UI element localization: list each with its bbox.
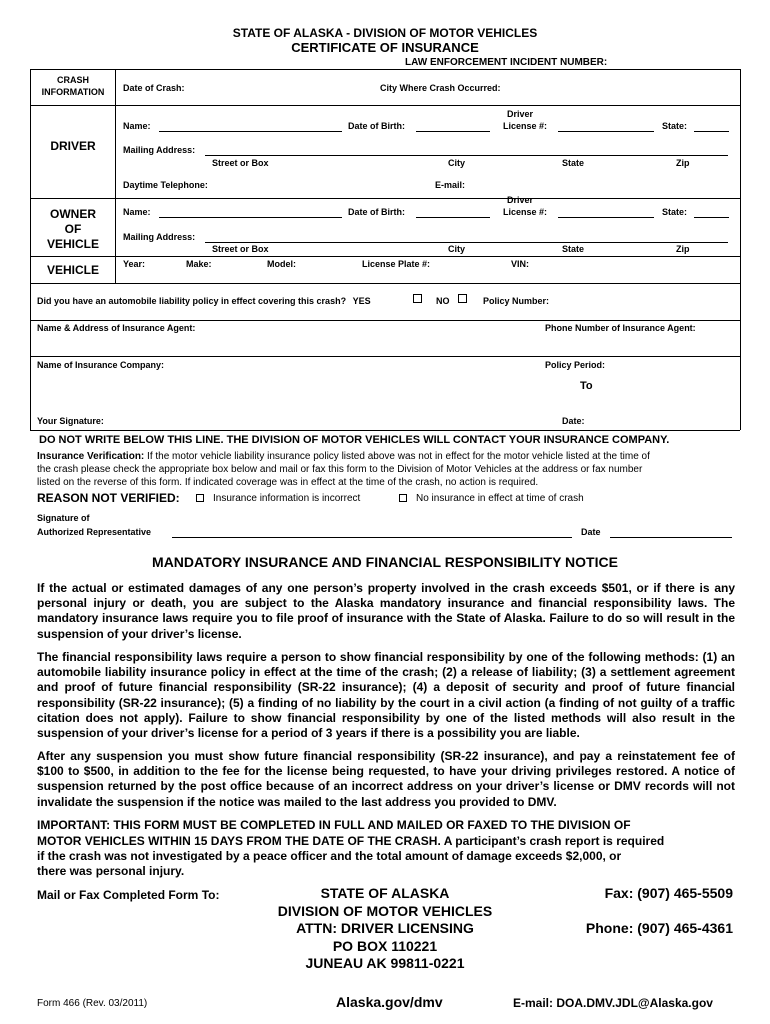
owner-name-label: Name: <box>123 207 151 217</box>
driver-state-line[interactable] <box>694 131 729 132</box>
mailing-address <box>240 885 530 973</box>
fax-number: Fax: (907) 465-5509 <box>604 885 733 901</box>
verification-line2: the crash please check the appropriate box below and mail or fax this form to the Division of Motor Vehicles at the address or fax number <box>37 464 643 475</box>
owner-dob-label: Date of Birth: <box>348 207 405 217</box>
mailing-address-line-3: ATTN: DRIVER LICENSING <box>296 920 474 936</box>
vehicle-model-label: Model: <box>267 259 296 269</box>
do-not-write-notice: DO NOT WRITE BELOW THIS LINE. THE DIVISION OF MOTOR VEHICLES WILL CONTACT YOUR INSURANCE COMPANY. <box>39 434 670 446</box>
owner-license-label: License #: <box>503 207 548 217</box>
your-signature-label: Your Signature: <box>37 416 104 426</box>
vehicle-plate-label: License Plate #: <box>362 259 431 269</box>
owner-state-sub-label: State <box>562 244 585 254</box>
driver-license-line[interactable] <box>558 131 654 132</box>
crash-section-label: CRASH INFORMATION <box>41 75 105 97</box>
policy-number-label: Policy Number: <box>483 296 550 306</box>
notice-paragraph-3: After any suspension you must show future financial responsibility (SR-22 insurance), and pay a reinstatement fee of $100 to $500, in addition to the fee for the license being requested, to have your driving privileges restored. A notice of suspension returned by the post office because of an incorrect address on your driver’s license or DMV records will not invalidate the suspension if the notice was mailed to the last address you provided to DMV. <box>37 749 735 809</box>
auth-date-line[interactable] <box>610 537 732 538</box>
driver-mailing-line[interactable] <box>205 155 728 156</box>
verification-line1-text: If the motor vehicle liability insurance policy listed above was not in effect for the motor vehicle listed at the time of <box>144 451 650 462</box>
driver-email-label: E-mail: <box>435 180 466 190</box>
important-line-1: IMPORTANT: THIS FORM MUST BE COMPLETED IN FULL AND MAILED OR FAXED TO THE DIVISION OF <box>37 818 631 832</box>
verification-line3: listed on the reverse of this form. If indicated coverage was in effect at the time of the crash, no action is required. <box>37 477 539 488</box>
auth-sig-label-2: Authorized Representative <box>37 527 152 537</box>
mailing-address-line-4: PO BOX 110221 <box>332 937 438 954</box>
auth-signature-line[interactable] <box>172 537 572 538</box>
owner-license-top-label: Driver <box>507 195 534 205</box>
mailing-address-line-1: STATE OF ALASKA <box>320 885 450 901</box>
no-checkbox[interactable] <box>458 294 467 303</box>
incident-number-label: LAW ENFORCEMENT INCIDENT NUMBER: <box>405 57 608 68</box>
auth-date-label: Date <box>581 527 601 537</box>
owner-mailing-label: Mailing Address: <box>123 232 196 242</box>
driver-dob-line[interactable] <box>416 131 490 132</box>
important-line-3: if the crash was not investigated by a peace officer and the total amount of damage exceeds $2,000, or <box>37 849 622 863</box>
crash-date-label: Date of Crash: <box>123 83 185 93</box>
driver-street-label: Street or Box <box>212 158 269 168</box>
yes-checkbox[interactable] <box>413 294 422 303</box>
mail-label: Mail or Fax Completed Form To: <box>37 888 220 902</box>
mailing-address-line-5: JUNEAU AK 99811-0221 <box>305 955 465 971</box>
driver-section-label: DRIVER <box>50 139 96 153</box>
verification-line1 <box>37 451 650 462</box>
website-link[interactable]: Alaska.gov/dmv <box>336 994 443 1010</box>
email-link[interactable]: E-mail: DOA.DMV.JDL@Alaska.gov <box>513 996 713 1010</box>
owner-section-label-1: OWNER <box>50 207 96 221</box>
owner-name-line[interactable] <box>159 217 342 218</box>
agent-phone-label: Phone Number of Insurance Agent: <box>545 323 696 333</box>
driver-license-label: License #: <box>503 121 548 131</box>
driver-state-label: State: <box>662 121 688 131</box>
owner-dob-line[interactable] <box>416 217 490 218</box>
yes-label: YES <box>352 296 371 306</box>
form-id: Form 466 (Rev. 03/2011) <box>37 998 148 1009</box>
policy-period-to: To <box>580 380 593 392</box>
form-title-agency: STATE OF ALASKA - DIVISION OF MOTOR VEHICLES <box>232 26 538 40</box>
driver-mailing-label: Mailing Address: <box>123 145 196 155</box>
owner-state-label: State: <box>662 207 688 217</box>
driver-state-sub-label: State <box>562 158 585 168</box>
notice-paragraph-1: If the actual or estimated damages of any one person’s property involved in the crash exceeds $501, or if there is any personal injury or death, you are subject to the Alaska mandatory insurance and financial responsibility laws. The mandatory insurance laws require you to file proof of insurance with the State of Alaska. Failure to do so will result in the suspension of your driver’s license. <box>37 581 735 641</box>
owner-zip-label: Zip <box>676 244 690 254</box>
driver-name-label: Name: <box>123 121 151 131</box>
company-label: Name of Insurance Company: <box>37 360 165 370</box>
vehicle-year-label: Year: <box>123 259 146 269</box>
form-title: CERTIFICATE OF INSURANCE <box>291 40 479 55</box>
owner-city-label: City <box>448 244 466 254</box>
owner-section-label-3: VEHICLE <box>46 237 99 251</box>
reason-label: REASON NOT VERIFIED: <box>37 491 180 505</box>
auth-sig-label-1: Signature of <box>37 513 90 523</box>
driver-phone-label: Daytime Telephone: <box>123 180 208 190</box>
notice-title: MANDATORY INSURANCE AND FINANCIAL RESPONSIBILITY NOTICE <box>152 554 618 570</box>
owner-state-line[interactable] <box>694 217 729 218</box>
vehicle-vin-label: VIN: <box>511 259 529 269</box>
driver-zip-label: Zip <box>676 158 690 168</box>
signature-date-label: Date: <box>562 416 585 426</box>
driver-city-label: City <box>448 158 466 168</box>
owner-license-line[interactable] <box>558 217 654 218</box>
important-line-2: MOTOR VEHICLES WITHIN 15 DAYS FROM THE DATE OF THE CRASH. A participant’s crash report is required <box>37 834 665 848</box>
owner-street-label: Street or Box <box>212 244 269 254</box>
crash-city-label: City Where Crash Occurred: <box>380 83 501 93</box>
reason-no-insurance-label: No insurance in effect at time of crash <box>416 493 584 504</box>
driver-name-line[interactable] <box>159 131 342 132</box>
owner-section-label-2: OF <box>64 222 82 236</box>
owner-mailing-line[interactable] <box>205 242 728 243</box>
driver-dob-label: Date of Birth: <box>348 121 405 131</box>
vehicle-make-label: Make: <box>186 259 212 269</box>
no-label: NO <box>436 296 450 306</box>
reason-no-insurance-checkbox[interactable] <box>399 494 407 502</box>
phone-number: Phone: (907) 465-4361 <box>585 920 733 936</box>
mailing-address-line-2: DIVISION OF MOTOR VEHICLES <box>277 902 493 919</box>
reason-incorrect-label: Insurance information is incorrect <box>213 493 361 504</box>
important-line-4: there was personal injury. <box>37 864 185 878</box>
policy-question <box>37 296 371 306</box>
vehicle-section-label: VEHICLE <box>46 263 99 277</box>
notice-paragraph-2: The financial responsibility laws require a person to show financial responsibility by one of the following methods: (1) an automobile liability insurance policy in effect at the time of the crash; (2) a release of liability; (3) a settlement agreement and proof of future financial responsibility (SR-22 insurance); (4) a deposit of security and proof of future financial responsibility (SR-22 insurance); (5) a finding of no liability by the court in a civil action (a finding of not guilty of a traffic citation does not apply). Failure to show financial responsibility by one of the listed methods will also result in the suspension of your driver’s license for a period of 3 years if there is a possibility you are liable. <box>37 650 735 741</box>
verification-heading: Insurance Verification: <box>37 451 145 462</box>
agent-label: Name & Address of Insurance Agent: <box>37 323 196 333</box>
reason-incorrect-checkbox[interactable] <box>196 494 204 502</box>
driver-license-top-label: Driver <box>507 109 534 119</box>
policy-period-label: Policy Period: <box>545 360 606 370</box>
policy-question-text: Did you have an automobile liability policy in effect covering this crash? <box>37 296 347 306</box>
